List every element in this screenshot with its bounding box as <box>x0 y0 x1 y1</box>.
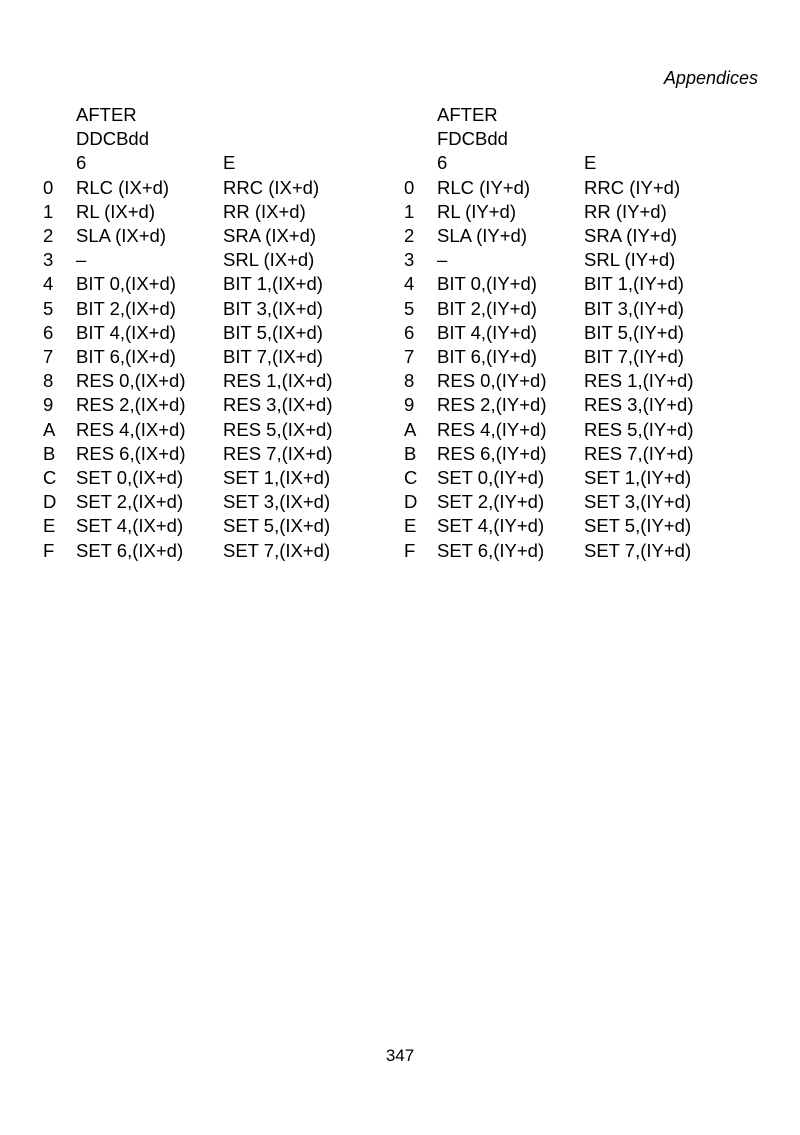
table-header-row <box>404 103 708 127</box>
table-row <box>404 490 708 514</box>
instruction-col-e: SET 1,(IX+d) <box>223 467 331 489</box>
instruction-col-6: RES 2,(IX+d) <box>76 394 186 416</box>
instruction-col-6: RES 2,(IY+d) <box>437 394 547 416</box>
opcode-table <box>43 103 353 563</box>
header-label: AFTER <box>437 104 498 125</box>
instruction-col-6: BIT 2,(IY+d) <box>437 297 537 319</box>
instruction-col-6: SLA (IY+d) <box>437 225 527 247</box>
instruction-col-e: SET 7,(IX+d) <box>223 539 331 561</box>
instruction-col-6: RLC (IY+d) <box>437 176 531 198</box>
column-header-6: 6 <box>437 152 448 174</box>
instruction-col-e: SRL (IX+d) <box>223 249 315 271</box>
row-hex-digit: 9 <box>43 394 54 416</box>
instruction-col-6: RES 6,(IX+d) <box>76 442 186 464</box>
table-header-row <box>43 103 353 127</box>
instruction-col-6: BIT 0,(IX+d) <box>76 273 176 295</box>
fdcb-opcode-table <box>404 103 734 563</box>
instruction-col-e: SRA (IY+d) <box>584 225 678 247</box>
instruction-col-e: BIT 5,(IY+d) <box>584 321 684 343</box>
row-hex-digit: 6 <box>404 321 415 343</box>
instruction-col-6: BIT 2,(IX+d) <box>76 297 176 319</box>
instruction-col-e: RR (IY+d) <box>584 200 667 222</box>
row-hex-digit: 1 <box>404 200 415 222</box>
row-hex-digit: 5 <box>404 297 415 319</box>
instruction-col-e: BIT 7,(IY+d) <box>584 346 684 368</box>
instruction-col-e: SET 3,(IY+d) <box>584 491 692 513</box>
table-header-row <box>404 127 708 151</box>
instruction-col-6: SET 2,(IX+d) <box>76 491 184 513</box>
instruction-col-e: RR (IX+d) <box>223 200 306 222</box>
row-hex-digit: 8 <box>43 370 54 392</box>
header-spacer-cell <box>404 127 437 151</box>
instruction-col-6: SET 0,(IX+d) <box>76 467 184 489</box>
instruction-col-6: RES 0,(IY+d) <box>437 370 547 392</box>
instruction-col-6: – <box>76 249 87 271</box>
row-hex-digit: 9 <box>404 394 415 416</box>
row-hex-digit: F <box>43 539 55 561</box>
table-row <box>404 514 708 538</box>
instruction-col-6: BIT 0,(IY+d) <box>437 273 537 295</box>
instruction-col-6: SET 0,(IY+d) <box>437 467 545 489</box>
instruction-col-e: SET 5,(IX+d) <box>223 515 331 537</box>
instruction-col-e: BIT 3,(IY+d) <box>584 297 684 319</box>
row-hex-digit: F <box>404 539 416 561</box>
row-hex-digit: A <box>404 418 417 440</box>
table-header-row <box>43 127 353 151</box>
instruction-col-6: – <box>437 249 448 271</box>
row-hex-digit: 3 <box>43 249 54 271</box>
column-header-6: 6 <box>76 152 87 174</box>
instruction-col-6: RL (IY+d) <box>437 200 516 222</box>
instruction-col-e: SET 1,(IY+d) <box>584 467 692 489</box>
row-hex-digit: 4 <box>404 273 415 295</box>
row-hex-digit: 7 <box>43 346 54 368</box>
table-row <box>404 393 708 417</box>
header-spacer-cell <box>43 103 76 127</box>
ddcb-opcode-table <box>43 103 373 563</box>
instruction-col-e: BIT 1,(IX+d) <box>223 273 323 295</box>
instruction-col-e: BIT 7,(IX+d) <box>223 346 323 368</box>
instruction-col-e: RRC (IX+d) <box>223 176 320 198</box>
instruction-col-e: RES 7,(IX+d) <box>223 442 333 464</box>
instruction-col-6: SET 4,(IY+d) <box>437 515 545 537</box>
row-hex-digit: 0 <box>404 176 415 198</box>
table-row <box>404 321 708 345</box>
page-number: 347 <box>385 1046 415 1065</box>
instruction-col-e: RRC (IY+d) <box>584 176 681 198</box>
table-row <box>404 248 708 272</box>
header-spacer-cell <box>223 127 353 151</box>
instruction-col-e: BIT 5,(IX+d) <box>223 321 323 343</box>
row-hex-digit: 2 <box>404 225 415 247</box>
instruction-col-e: RES 3,(IX+d) <box>223 394 333 416</box>
column-header-row <box>404 151 708 175</box>
instruction-col-6: RLC (IX+d) <box>76 176 170 198</box>
instruction-col-e: RES 7,(IY+d) <box>584 442 694 464</box>
header-spacer-cell <box>43 151 76 175</box>
row-hex-digit: C <box>43 467 57 489</box>
row-hex-digit: A <box>43 418 56 440</box>
header-spacer-cell <box>584 127 708 151</box>
instruction-col-e: RES 5,(IX+d) <box>223 418 333 440</box>
instruction-col-6: BIT 6,(IY+d) <box>437 346 537 368</box>
instruction-col-6: SET 6,(IX+d) <box>76 539 184 561</box>
header-spacer-cell <box>223 103 353 127</box>
header-spacer-cell <box>43 127 76 151</box>
row-hex-digit: 3 <box>404 249 415 271</box>
row-hex-digit: 0 <box>43 176 54 198</box>
opcode-table-body <box>43 103 353 563</box>
row-hex-digit: B <box>43 442 56 464</box>
row-hex-digit: E <box>43 515 56 537</box>
instruction-col-e: RES 1,(IY+d) <box>584 370 694 392</box>
table-row <box>404 176 708 200</box>
instruction-col-6: RES 0,(IX+d) <box>76 370 186 392</box>
header-label: DDCBdd <box>76 128 149 150</box>
table-row <box>43 248 353 272</box>
instruction-col-6: RL (IX+d) <box>76 200 155 222</box>
header-label: AFTER <box>76 104 137 125</box>
opcode-table-body <box>404 103 708 563</box>
instruction-col-6: RES 4,(IY+d) <box>437 418 547 440</box>
header-spacer-cell <box>584 103 708 127</box>
table-row <box>404 418 708 442</box>
column-header-row <box>43 151 353 175</box>
row-hex-digit: 5 <box>43 297 54 319</box>
instruction-col-6: BIT 6,(IX+d) <box>76 346 176 368</box>
instruction-col-e: SET 3,(IX+d) <box>223 491 331 513</box>
table-row <box>43 466 353 490</box>
opcode-table <box>404 103 708 563</box>
row-hex-digit: E <box>404 515 417 537</box>
instruction-col-6: BIT 4,(IY+d) <box>437 321 537 343</box>
row-hex-digit: D <box>404 491 418 513</box>
instruction-col-e: SET 5,(IY+d) <box>584 515 692 537</box>
table-row <box>404 369 708 393</box>
row-hex-digit: 7 <box>404 346 415 368</box>
table-row <box>404 466 708 490</box>
table-row <box>43 514 353 538</box>
running-header: Appendices <box>663 68 758 88</box>
row-hex-digit: D <box>43 491 57 513</box>
row-hex-digit: C <box>404 467 418 489</box>
row-hex-digit: B <box>404 442 417 464</box>
row-hex-digit: 4 <box>43 273 54 295</box>
instruction-col-e: SRA (IX+d) <box>223 225 317 247</box>
instruction-col-6: SLA (IX+d) <box>76 225 166 247</box>
table-row <box>404 272 708 296</box>
instruction-col-e: RES 5,(IY+d) <box>584 418 694 440</box>
table-row <box>404 442 708 466</box>
instruction-col-6: BIT 4,(IX+d) <box>76 321 176 343</box>
table-row <box>404 539 708 563</box>
table-row <box>43 272 353 296</box>
row-hex-digit: 8 <box>404 370 415 392</box>
table-row <box>43 321 353 345</box>
instruction-col-e: BIT 3,(IX+d) <box>223 297 323 319</box>
row-hex-digit: 2 <box>43 225 54 247</box>
table-row <box>43 490 353 514</box>
instruction-col-6: SET 6,(IY+d) <box>437 539 545 561</box>
table-row <box>43 442 353 466</box>
row-hex-digit: 6 <box>43 321 54 343</box>
table-row <box>43 418 353 442</box>
column-header-e: E <box>584 152 597 174</box>
table-row <box>43 200 353 224</box>
header-spacer-cell <box>404 151 437 175</box>
instruction-col-e: SET 7,(IY+d) <box>584 539 692 561</box>
table-row <box>43 369 353 393</box>
table-row <box>43 297 353 321</box>
column-header-e: E <box>223 152 236 174</box>
instruction-col-6: SET 2,(IY+d) <box>437 491 545 513</box>
table-row <box>43 393 353 417</box>
instruction-col-6: RES 4,(IX+d) <box>76 418 186 440</box>
instruction-col-6: RES 6,(IY+d) <box>437 442 547 464</box>
header-label: FDCBdd <box>437 128 508 150</box>
table-row <box>404 200 708 224</box>
instruction-col-e: RES 3,(IY+d) <box>584 394 694 416</box>
table-row <box>404 345 708 369</box>
table-row <box>43 176 353 200</box>
table-row <box>404 297 708 321</box>
table-row <box>43 539 353 563</box>
instruction-col-e: RES 1,(IX+d) <box>223 370 333 392</box>
table-row <box>43 224 353 248</box>
instruction-col-6: SET 4,(IX+d) <box>76 515 184 537</box>
table-row <box>404 224 708 248</box>
row-hex-digit: 1 <box>43 200 54 222</box>
header-spacer-cell <box>404 103 437 127</box>
instruction-col-e: SRL (IY+d) <box>584 249 676 271</box>
instruction-col-e: BIT 1,(IY+d) <box>584 273 684 295</box>
table-row <box>43 345 353 369</box>
